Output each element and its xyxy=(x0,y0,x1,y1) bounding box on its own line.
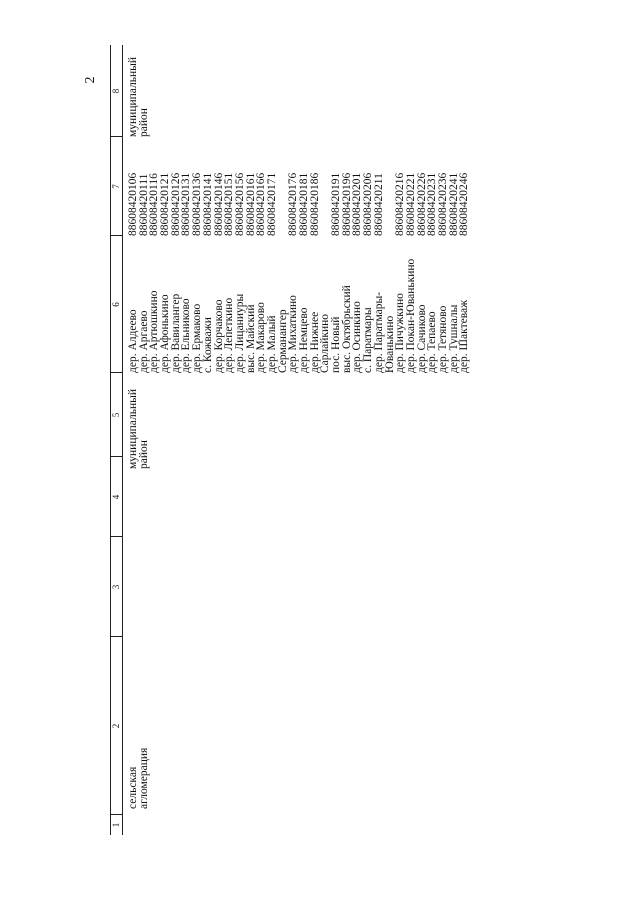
settlement-name: дер. Нижнее xyxy=(308,311,321,373)
header-separator xyxy=(110,235,122,236)
settlement-name: дер. Пичужкино xyxy=(394,293,407,373)
header-separator xyxy=(110,636,122,637)
oktmo-code: 88608420201 xyxy=(351,172,364,236)
column-5-text xyxy=(128,389,149,469)
oktmo-code: 88608420151 xyxy=(223,172,236,236)
oktmo-code: 88608420246 xyxy=(458,172,471,236)
settlement-name: дер. Осинкино xyxy=(351,301,364,373)
oktmo-code: 88608420136 xyxy=(191,172,204,236)
settlement-name: дер. Афонькино xyxy=(159,294,172,373)
header-cell-6: 6 xyxy=(111,302,121,307)
settlement-name: дер. Михаткино xyxy=(287,295,300,373)
oktmo-code: 88608420176 xyxy=(287,172,300,236)
settlement-name: дер. Лепеткино xyxy=(223,297,236,373)
column-8-text xyxy=(128,57,149,137)
header-cell-8: 8 xyxy=(111,88,121,94)
header-separator xyxy=(110,136,122,137)
oktmo-code: 88608420156 xyxy=(233,172,246,236)
settlement-name: дер. Ельниково xyxy=(180,298,193,373)
settlement-name: дер. Аргаево xyxy=(137,310,150,373)
oktmo-code: 88608420131 xyxy=(180,172,193,236)
district-type-line: муниципальный xyxy=(127,56,139,137)
header-separator xyxy=(110,456,122,457)
column-2-text xyxy=(128,748,149,809)
oktmo-code: 88608420196 xyxy=(340,172,353,236)
settlement-name: дер. Макарово xyxy=(255,302,268,373)
settlement-name: Юванькино xyxy=(383,315,396,373)
settlement-name: дер. Сачиково xyxy=(415,304,428,373)
oktmo-code: 88608420241 xyxy=(447,172,460,236)
column-6-text xyxy=(128,259,470,373)
header-cell-7: 7 xyxy=(111,184,121,189)
oktmo-code: 88608420206 xyxy=(362,172,375,236)
oktmo-code: 88608420126 xyxy=(169,172,182,236)
oktmo-code: 88608420231 xyxy=(426,172,439,236)
header-separator xyxy=(110,536,122,537)
settlement-name: дер. Тетяново xyxy=(436,305,449,373)
settlement-name: дер. Алдеево xyxy=(127,309,139,373)
header-cell-4: 4 xyxy=(111,494,121,500)
settlement-name: с. Паратмары xyxy=(362,307,375,373)
settlement-name: дер. Ермаково xyxy=(191,303,204,373)
settlement-name: дер. Малый xyxy=(265,315,278,373)
settlement-name: Сарлайкино xyxy=(319,313,332,373)
oktmo-code: 88608420146 xyxy=(212,172,225,236)
oktmo-code: 88608420166 xyxy=(255,172,268,236)
oktmo-code: 88608420211 xyxy=(372,173,385,236)
oktmo-code: 88608420181 xyxy=(298,172,310,236)
settlement-name: дер. Вавилангер xyxy=(169,293,182,373)
oktmo-code: 88608420121 xyxy=(159,172,172,236)
page-number: 2 xyxy=(83,76,98,84)
settlement-name: дер. Немцево xyxy=(298,307,310,373)
oktmo-code: 88608420171 xyxy=(265,172,278,236)
settlement-name: пос. Новый xyxy=(330,316,343,373)
district-type-line: район xyxy=(137,440,150,469)
table-header-border xyxy=(122,45,123,835)
oktmo-code: 88608420161 xyxy=(244,172,257,236)
settlement-name: дер. Лицаниуры xyxy=(233,293,246,373)
oktmo-code: 88608420191 xyxy=(330,172,343,236)
settlement-name: с. Кожважи xyxy=(201,317,214,373)
header-separator xyxy=(110,814,122,815)
oktmo-code: 88608420186 xyxy=(308,172,321,236)
district-type-line: район xyxy=(137,108,150,137)
settlement-name: дер. Шактеваж xyxy=(458,299,471,373)
agglomeration-type-line: сельская xyxy=(127,766,139,809)
settlement-name: Серманангер xyxy=(276,309,289,373)
oktmo-code: 88608420116 xyxy=(148,173,161,236)
oktmo-code: 88608420111 xyxy=(137,173,150,236)
header-separator xyxy=(110,372,122,373)
settlement-name: дер. Корчаково xyxy=(212,299,225,373)
header-cell-2: 2 xyxy=(111,723,121,729)
district-type-line: муниципальный xyxy=(127,388,139,469)
agglomeration-type-line: агломерация xyxy=(137,747,150,809)
settlement-name: выс. Октябрьский xyxy=(340,285,353,373)
header-cell-5: 5 xyxy=(111,412,121,418)
settlement-name: выс. Майский xyxy=(244,304,257,373)
header-cell-1: 1 xyxy=(111,822,121,828)
settlement-name: дер. Тушналы xyxy=(447,304,460,373)
header-cell-3: 3 xyxy=(111,584,121,590)
column-7-text xyxy=(128,173,470,236)
oktmo-code: 88608420106 xyxy=(127,172,139,236)
rotated-table xyxy=(110,45,620,835)
settlement-name: дер. Тепаево xyxy=(426,311,439,373)
oktmo-code: 88608420236 xyxy=(436,172,449,236)
settlement-name: дер. Артюшкино xyxy=(148,290,161,373)
settlement-name: дер. Покан-Юванькино xyxy=(404,258,417,373)
oktmo-code: 88608420216 xyxy=(394,172,407,236)
settlement-name: дер. Паратмары- xyxy=(372,291,385,373)
oktmo-code: 88608420141 xyxy=(201,172,214,236)
oktmo-code: 88608420221 xyxy=(404,172,417,236)
oktmo-code: 88608420226 xyxy=(415,172,428,236)
